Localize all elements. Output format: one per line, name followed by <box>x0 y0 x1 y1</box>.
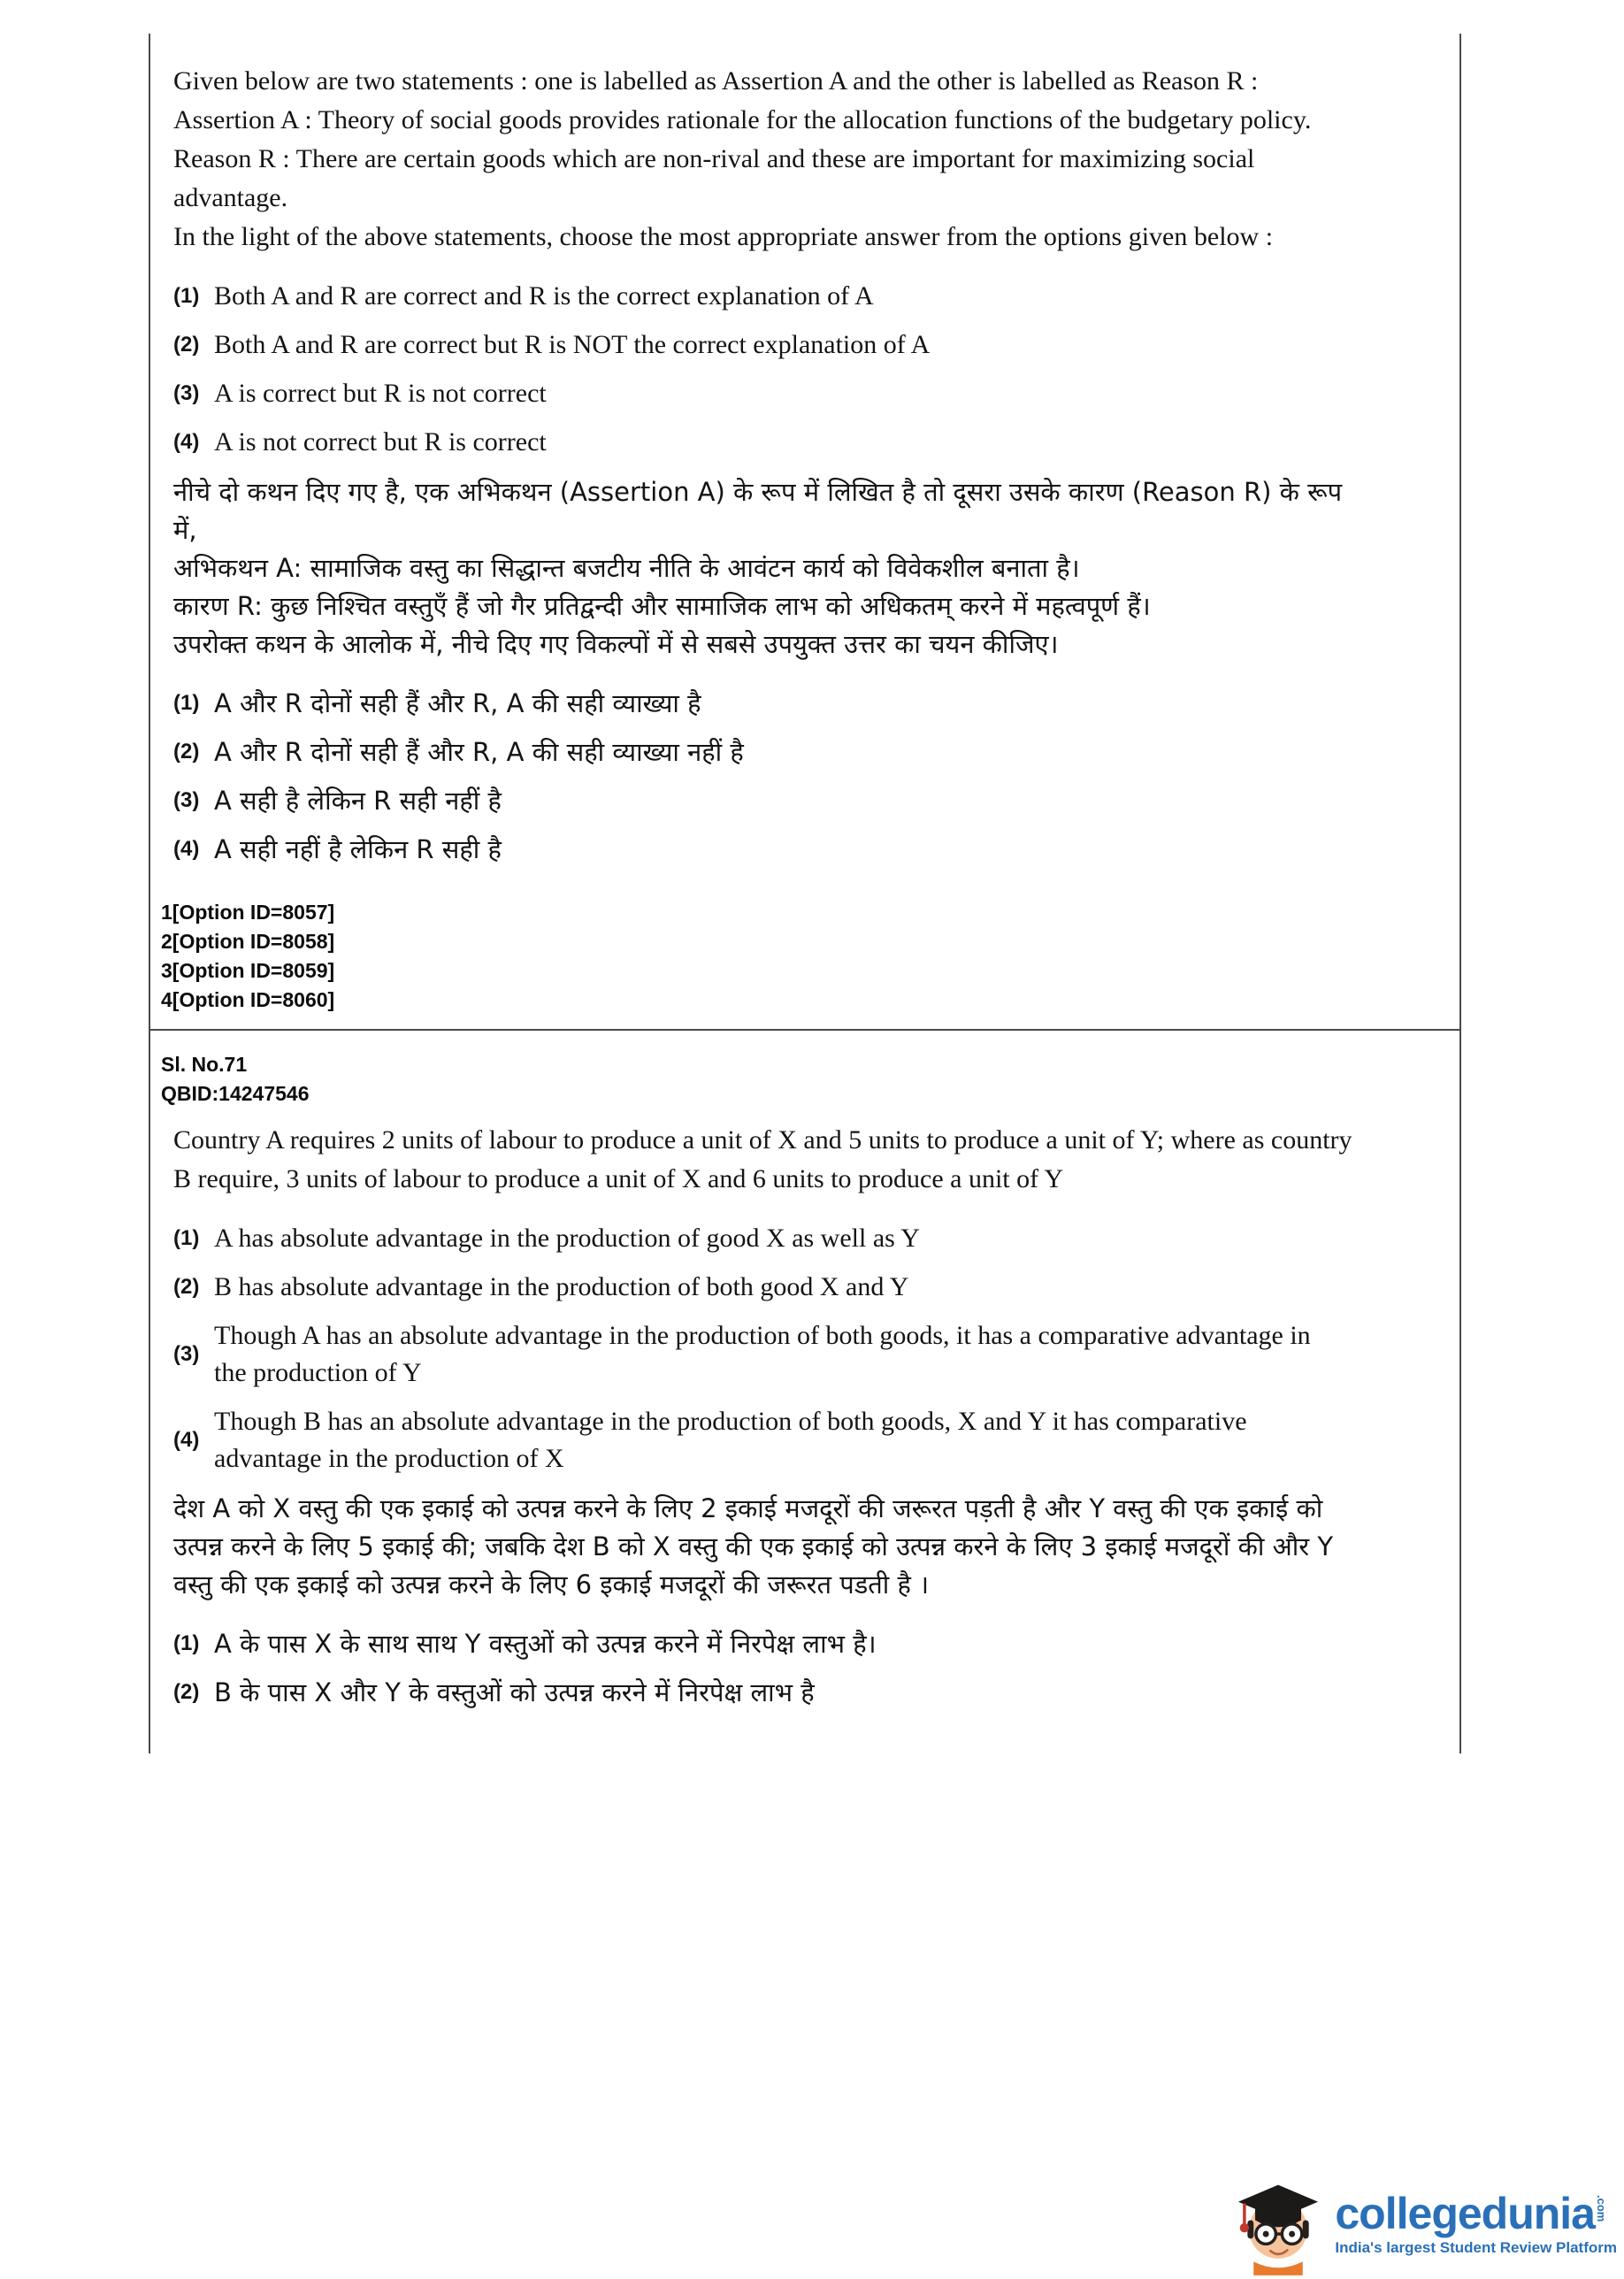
option-number: (4) <box>173 837 200 861</box>
intro-line-hindi: उपरोक्त कथन के आलोक में, नीचे दिए गए विकल्पों में से सबसे उपयुक्त उत्तर का चयन कीजिए। <box>173 629 1059 659</box>
option-text: A और R दोनों सही हैं और R, A की सही व्याख्या है <box>214 688 701 718</box>
brand-tagline: India's largest Student Review Platform <box>1335 2238 1617 2256</box>
option-row <box>173 1220 1408 1257</box>
option-number: (2) <box>173 1680 200 1704</box>
intro-line-hindi: अभिकथन A: सामाजिक वस्तु का सिद्धान्त बजटीय नीति के आवंटन कार्य को विवेकशील बनाता है। <box>173 553 1080 583</box>
option-number: (4) <box>173 430 200 454</box>
option-id-line: 2[Option ID=8058] <box>161 930 335 953</box>
option-number: (4) <box>173 1428 200 1452</box>
option-row <box>173 1269 1408 1306</box>
option-row <box>173 375 1408 412</box>
serial-number: Sl. No.71 <box>161 1053 248 1076</box>
body-text-hindi: देश A को X वस्तु की एक इकाई को उत्पन्न करने के लिए 2 इकाई मजदूरों की जरूरत पड़ती है और Y वस्तु की एक इकाई को उत्पन्न करने के लिए 5 इकाई की; जबकि देश B को X वस्तु की एक इकाई को उत्पन्न करने के लिए 3 इकाई मजदूरों की और Y वस्तु की एक इकाई को उत्पन्न करने के लिए 6 इकाई मजदूरों की जरूरत पडती है । <box>173 1493 1334 1600</box>
option-row <box>173 326 1408 364</box>
question-header <box>161 1050 1408 1109</box>
option-number: (1) <box>173 691 200 715</box>
intro-line-hindi: नीचे दो कथन दिए गए है, एक अभिकथन (Assertion A) के रूप में लिखित है तो दूसरा उसके कारण (Reason R) के रूप में, <box>173 477 1343 545</box>
intro-line: In the light of the above statements, choose the most appropriate answer from the options given below : <box>173 222 1274 251</box>
option-text: A सही नहीं है लेकिन R सही है <box>214 834 502 864</box>
intro-line-hindi: कारण R: कुछ निश्चित वस्तुएँ हैं जो गैर प्रतिद्वन्दी और सामाजिक लाभ को अधिकतम् करने में महत्वपूर्ण हैं। <box>173 591 1151 621</box>
option-row <box>173 685 1408 722</box>
brand-name: collegedunia <box>1335 2188 1595 2238</box>
option-text: A और R दोनों सही हैं और R, A की सही व्याख्या नहीं है <box>214 737 744 767</box>
option-row <box>173 1674 1408 1711</box>
option-text: A is correct but R is not correct <box>214 379 547 408</box>
option-number: (3) <box>173 381 200 405</box>
intro-line: Given below are two statements : one is labelled as Assertion A and the other is labelled as Reason R : <box>173 66 1259 96</box>
collegedunia-watermark <box>1232 2169 1617 2277</box>
option-row <box>173 424 1408 461</box>
intro-line: Assertion A : Theory of social goods provides rationale for the allocation functions of the budgetary policy. <box>173 105 1312 134</box>
option-id-line: 1[Option ID=8057] <box>161 901 335 924</box>
options-english <box>161 278 1408 461</box>
question-body-english <box>161 1121 1408 1199</box>
option-text: A के पास X के साथ साथ Y वस्तुओं को उत्पन्न करने में निरपेक्ष लाभ है। <box>214 1629 877 1659</box>
body-text: Country A requires 2 units of labour to produce a unit of X and 5 units to produce a unit of Y; where as country B require, 3 units of labour to produce a unit of X and 6 units to produce a unit of Y <box>173 1125 1352 1193</box>
option-text: A has absolute advantage in the production of good X as well as Y <box>214 1224 920 1253</box>
option-text: Though A has an absolute advantage in the production of both goods, it has a comparative advantage in the production of Y <box>214 1321 1311 1387</box>
question-intro-english <box>161 62 1408 257</box>
option-id-line: 4[Option ID=8060] <box>161 988 335 1011</box>
option-row <box>173 278 1408 315</box>
qbid: QBID:14247546 <box>161 1082 310 1105</box>
option-row <box>173 1317 1408 1392</box>
brand-text <box>1335 2188 1617 2257</box>
question-block-assertion-reason <box>150 34 1459 1029</box>
options-hindi <box>161 1625 1408 1711</box>
option-text: B के पास X और Y के वस्तुओं को उत्पन्न करने में निरपेक्ष लाभ है <box>214 1677 815 1707</box>
question-block-71 <box>150 1029 1459 1753</box>
option-row <box>173 831 1408 868</box>
option-number: (3) <box>173 788 200 812</box>
option-number: (2) <box>173 333 200 357</box>
option-number: (1) <box>173 1631 200 1655</box>
question-sheet <box>149 34 1461 1753</box>
option-row <box>173 733 1408 771</box>
option-text: A is not correct but R is correct <box>214 427 547 457</box>
question-body-hindi <box>161 1490 1408 1604</box>
option-text: A सही है लेकिन R सही नहीं है <box>214 786 502 816</box>
question-intro-hindi <box>161 473 1408 664</box>
option-number: (2) <box>173 740 200 764</box>
option-row <box>173 1403 1408 1477</box>
option-id-list <box>161 898 1408 1015</box>
option-id-line: 3[Option ID=8059] <box>161 959 335 982</box>
option-text: Both A and R are correct and R is the correct explanation of A <box>214 281 874 311</box>
option-text: B has absolute advantage in the production of both good X and Y <box>214 1272 909 1301</box>
brand-suffix: .com <box>1595 2194 1608 2221</box>
option-row <box>173 782 1408 819</box>
option-text: Though B has an absolute advantage in the production of both goods, X and Y it has comparative advantage in the production of X <box>214 1407 1247 1473</box>
option-number: (1) <box>173 284 200 308</box>
brand-wordmark <box>1335 2188 1617 2238</box>
collegedunia-mascot-icon <box>1232 2169 1324 2277</box>
option-row <box>173 1625 1408 1662</box>
option-number: (1) <box>173 1226 200 1250</box>
option-text: Both A and R are correct but R is NOT the correct explanation of A <box>214 330 931 359</box>
options-hindi <box>161 685 1408 868</box>
option-number: (3) <box>173 1342 200 1366</box>
intro-line: Reason R : There are certain goods which are non-rival and these are important for maximizing social advantage. <box>173 144 1255 212</box>
option-number: (2) <box>173 1275 200 1299</box>
options-english <box>161 1220 1408 1477</box>
